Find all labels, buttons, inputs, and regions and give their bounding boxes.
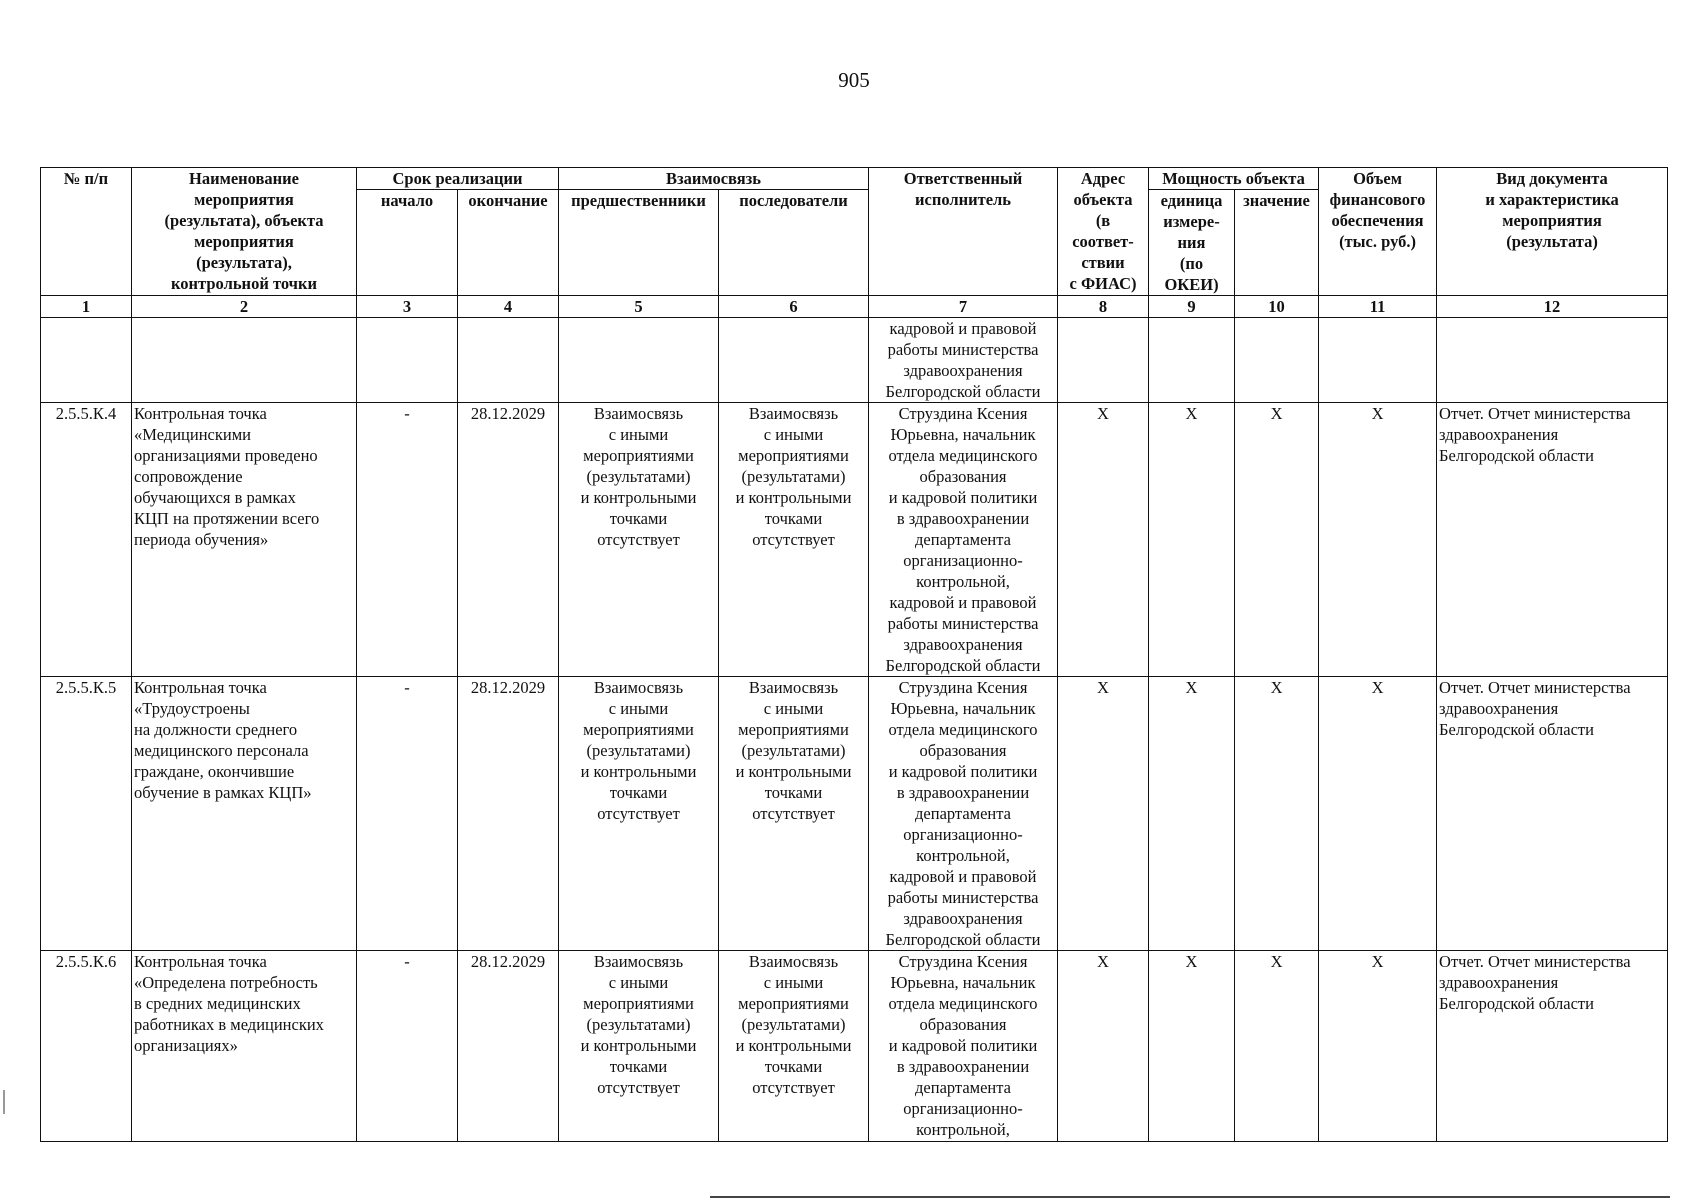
text-line: Контрольная точка	[134, 678, 267, 697]
cell-next	[719, 951, 869, 1142]
text-line: и контрольными	[580, 1036, 697, 1055]
text-line: КЦП на протяжении всего	[134, 509, 320, 528]
cell-end: 28.12.2029	[458, 403, 559, 677]
cell-prev	[559, 403, 719, 677]
text-line: (результата),	[196, 253, 292, 272]
text-line: здравоохранения	[1439, 425, 1559, 444]
text-line: отсутствует	[752, 1078, 835, 1097]
cell-doc	[1437, 951, 1668, 1142]
cell-doc	[1437, 677, 1668, 951]
text-line: Контрольная точка	[134, 952, 267, 971]
text-line: (в	[1095, 211, 1111, 230]
header-capacity-unit	[1149, 190, 1235, 296]
table-row	[41, 951, 1668, 1142]
cell-empty	[1437, 318, 1668, 403]
text-line: здравоохранения	[903, 909, 1023, 928]
text-line: Взаимосвязь	[748, 678, 839, 697]
text-line: (результатами)	[586, 467, 691, 486]
text-line: организациями проведено	[134, 446, 318, 465]
text-line: в здравоохранении	[896, 509, 1030, 528]
text-line: сопровождение	[134, 467, 243, 486]
text-line: точками	[609, 1057, 668, 1076]
column-number: 11	[1319, 296, 1437, 318]
cell-finance: X	[1319, 677, 1437, 951]
text-line: департамента	[915, 1078, 1011, 1097]
text-line: кадровой и правовой	[889, 319, 1037, 338]
text-line: в здравоохранении	[896, 1057, 1030, 1076]
text-line: Юрьевна, начальник	[890, 425, 1036, 444]
scan-artifact-mark	[3, 1090, 5, 1114]
text-line: исполнитель	[914, 190, 1012, 209]
text-line: и контрольными	[580, 762, 697, 781]
text-line: отсутствует	[752, 804, 835, 823]
column-number: 3	[357, 296, 458, 318]
text-line: Отчет. Отчет министерства	[1439, 404, 1631, 423]
text-line: с ФИАС)	[1069, 274, 1137, 293]
column-number: 4	[458, 296, 559, 318]
text-line: в средних медицинских	[134, 994, 301, 1013]
header-number: № п/п	[41, 168, 132, 296]
plan-table	[40, 167, 1668, 1142]
text-line: «Медицинскими	[134, 425, 251, 444]
header-link-group: Взаимосвязь	[559, 168, 869, 190]
text-line: отсутствует	[597, 1078, 680, 1097]
cell-responsible	[869, 403, 1058, 677]
text-line: и кадровой политики	[888, 762, 1038, 781]
header-link-prev: предшественники	[559, 190, 719, 296]
column-number: 12	[1437, 296, 1668, 318]
text-line: здравоохранения	[903, 361, 1023, 380]
text-line: мероприятиями	[583, 994, 694, 1013]
cell-empty	[1235, 318, 1319, 403]
cell-empty	[559, 318, 719, 403]
text-line: с иными	[763, 425, 824, 444]
text-line: Белгородской области	[885, 382, 1041, 401]
text-line: мероприятия	[194, 190, 294, 209]
text-line: Взаимосвязь	[748, 952, 839, 971]
cell-value: X	[1235, 403, 1319, 677]
header-name	[132, 168, 357, 296]
text-line: Наименование	[189, 169, 299, 188]
text-line: Отчет. Отчет министерства	[1439, 678, 1631, 697]
text-line: работы министерства	[887, 614, 1039, 633]
text-line: отдела медицинского	[888, 994, 1038, 1013]
text-line: Белгородской области	[1439, 446, 1594, 465]
text-line: мероприятиями	[738, 994, 849, 1013]
text-line: отсутствует	[752, 530, 835, 549]
column-number: 10	[1235, 296, 1319, 318]
text-line: (результатами)	[586, 1015, 691, 1034]
text-line: контрольной точки	[171, 274, 317, 293]
cell-start: -	[357, 403, 458, 677]
text-line: мероприятиями	[583, 720, 694, 739]
cell-unit: X	[1149, 951, 1235, 1142]
cell-unit: X	[1149, 403, 1235, 677]
text-line: граждане, окончившие	[134, 762, 295, 781]
text-line: Взаимосвязь	[593, 678, 684, 697]
text-line: контрольной,	[916, 1120, 1010, 1139]
text-line: мероприятиями	[583, 446, 694, 465]
cell-id: 2.5.5.К.5	[41, 677, 132, 951]
text-line: (результатами)	[586, 741, 691, 760]
scan-artifact-line	[710, 1196, 1670, 1198]
text-line: финансового	[1329, 190, 1426, 209]
text-line: и контрольными	[735, 488, 852, 507]
text-line: Белгородской области	[1439, 720, 1594, 739]
cell-finance: X	[1319, 951, 1437, 1142]
cell-responsible	[869, 677, 1058, 951]
cell-responsible	[869, 318, 1058, 403]
column-number-row	[41, 296, 1668, 318]
cell-empty	[1319, 318, 1437, 403]
text-line: измере-	[1163, 212, 1220, 231]
text-line: отдела медицинского	[888, 720, 1038, 739]
text-line: обучение в рамках КЦП»	[134, 783, 312, 802]
text-line: с иными	[608, 973, 669, 992]
cell-empty	[132, 318, 357, 403]
text-line: с иными	[763, 699, 824, 718]
text-line: точками	[764, 1057, 823, 1076]
cell-next	[719, 677, 869, 951]
cell-empty	[458, 318, 559, 403]
text-line: (результатами)	[741, 1015, 846, 1034]
cell-prev	[559, 951, 719, 1142]
text-line: мероприятия	[194, 232, 294, 251]
text-line: работы министерства	[887, 888, 1039, 907]
text-line: (результата), объекта	[164, 211, 324, 230]
cell-empty	[357, 318, 458, 403]
text-line: работы министерства	[887, 340, 1039, 359]
cell-prev	[559, 677, 719, 951]
text-line: (тыс. руб.)	[1339, 232, 1416, 251]
text-line: точками	[764, 783, 823, 802]
text-line: кадровой и правовой	[889, 867, 1037, 886]
text-line: Струздина Ксения	[898, 404, 1028, 423]
cell-id: 2.5.5.К.4	[41, 403, 132, 677]
cell-end: 28.12.2029	[458, 677, 559, 951]
text-line: на должности среднего	[134, 720, 298, 739]
text-line: организациях»	[134, 1036, 238, 1055]
text-line: Струздина Ксения	[898, 952, 1028, 971]
cell-name	[132, 677, 357, 951]
column-number: 9	[1149, 296, 1235, 318]
cell-finance: X	[1319, 403, 1437, 677]
text-line: Юрьевна, начальник	[890, 973, 1036, 992]
text-line: (по	[1179, 254, 1204, 273]
table-row	[41, 677, 1668, 951]
text-line: Белгородской области	[885, 930, 1041, 949]
text-line: «Определена потребность	[134, 973, 318, 992]
text-line: Адрес	[1080, 169, 1126, 188]
text-line: с иными	[763, 973, 824, 992]
text-line: Взаимосвязь	[748, 404, 839, 423]
text-line: Вид документа	[1496, 169, 1608, 188]
text-line: точками	[764, 509, 823, 528]
text-line: организационно-	[903, 825, 1023, 844]
text-line: (результатами)	[741, 741, 846, 760]
text-line: соответ-	[1072, 232, 1134, 251]
header-term-end: окончание	[458, 190, 559, 296]
header-link-next: последователи	[719, 190, 869, 296]
text-line: департамента	[915, 804, 1011, 823]
text-line: здравоохранения	[1439, 973, 1559, 992]
text-line: и кадровой политики	[888, 1036, 1038, 1055]
text-line: Отчет. Отчет министерства	[1439, 952, 1631, 971]
text-line: ОКЕИ)	[1164, 275, 1219, 294]
text-line: объекта	[1073, 190, 1133, 209]
cell-next	[719, 403, 869, 677]
text-line: Взаимосвязь	[593, 952, 684, 971]
text-line: единица	[1160, 191, 1223, 210]
text-line: и контрольными	[735, 762, 852, 781]
column-number: 6	[719, 296, 869, 318]
cell-address: X	[1058, 403, 1149, 677]
header-finance	[1319, 168, 1437, 296]
text-line: и контрольными	[735, 1036, 852, 1055]
text-line: в здравоохранении	[896, 783, 1030, 802]
text-line: (результата)	[1506, 232, 1598, 251]
cell-name	[132, 403, 357, 677]
text-line: образования	[919, 467, 1007, 486]
text-line: мероприятиями	[738, 720, 849, 739]
text-line: Юрьевна, начальник	[890, 699, 1036, 718]
page-number: 905	[838, 68, 870, 92]
column-number: 2	[132, 296, 357, 318]
text-line: организационно-	[903, 1099, 1023, 1118]
column-number: 7	[869, 296, 1058, 318]
text-line: и контрольными	[580, 488, 697, 507]
text-line: Контрольная точка	[134, 404, 267, 423]
text-line: «Трудоустроены	[134, 699, 250, 718]
text-line: департамента	[915, 530, 1011, 549]
text-line: кадровой и правовой	[889, 593, 1037, 612]
cell-start: -	[357, 677, 458, 951]
text-line: отдела медицинского	[888, 446, 1038, 465]
header-term-start: начало	[357, 190, 458, 296]
text-line: контрольной,	[916, 846, 1010, 865]
text-line: (результатами)	[741, 467, 846, 486]
table-row	[41, 403, 1668, 677]
text-line: отсутствует	[597, 804, 680, 823]
text-line: ствии	[1081, 253, 1125, 272]
cell-id: 2.5.5.К.6	[41, 951, 132, 1142]
text-line: мероприятия	[1502, 211, 1602, 230]
text-line: точками	[609, 783, 668, 802]
text-line: обеспечения	[1331, 211, 1424, 230]
text-line: и кадровой политики	[888, 488, 1038, 507]
cell-value: X	[1235, 951, 1319, 1142]
text-line: точками	[609, 509, 668, 528]
text-line: Объем	[1353, 169, 1402, 188]
text-line: образования	[919, 741, 1007, 760]
text-line: обучающихся в рамках	[134, 488, 296, 507]
text-line: периода обучения»	[134, 530, 269, 549]
text-line: с иными	[608, 699, 669, 718]
header-capacity-group: Мощность объекта	[1149, 168, 1319, 190]
cell-empty	[1149, 318, 1235, 403]
continuation-row	[41, 318, 1668, 403]
cell-doc	[1437, 403, 1668, 677]
cell-responsible	[869, 951, 1058, 1142]
header-address	[1058, 168, 1149, 296]
text-line: Взаимосвязь	[593, 404, 684, 423]
text-line: Белгородской области	[1439, 994, 1594, 1013]
header-capacity-value: значение	[1235, 190, 1319, 296]
text-line: отсутствует	[597, 530, 680, 549]
text-line: здравоохранения	[1439, 699, 1559, 718]
column-number: 5	[559, 296, 719, 318]
text-line: медицинского персонала	[134, 741, 309, 760]
text-line: образования	[919, 1015, 1007, 1034]
header-row-top	[41, 168, 1668, 190]
cell-address: X	[1058, 951, 1149, 1142]
text-line: и характеристика	[1485, 190, 1619, 209]
cell-end: 28.12.2029	[458, 951, 559, 1142]
text-line: Белгородской области	[885, 656, 1041, 675]
header-term-group: Срок реализации	[357, 168, 559, 190]
cell-empty	[1058, 318, 1149, 403]
column-number: 8	[1058, 296, 1149, 318]
text-line: организационно-	[903, 551, 1023, 570]
column-number: 1	[41, 296, 132, 318]
header-doc-type	[1437, 168, 1668, 296]
text-line: ния	[1177, 233, 1206, 252]
text-line: Ответственный	[903, 169, 1023, 188]
text-line: Струздина Ксения	[898, 678, 1028, 697]
cell-empty	[41, 318, 132, 403]
text-line: контрольной,	[916, 572, 1010, 591]
cell-name	[132, 951, 357, 1142]
text-line: мероприятиями	[738, 446, 849, 465]
cell-start: -	[357, 951, 458, 1142]
text-line: с иными	[608, 425, 669, 444]
cell-value: X	[1235, 677, 1319, 951]
header-responsible	[869, 168, 1058, 296]
cell-unit: X	[1149, 677, 1235, 951]
cell-empty	[719, 318, 869, 403]
text-line: работниках в медицинских	[134, 1015, 324, 1034]
text-line: здравоохранения	[903, 635, 1023, 654]
cell-address: X	[1058, 677, 1149, 951]
